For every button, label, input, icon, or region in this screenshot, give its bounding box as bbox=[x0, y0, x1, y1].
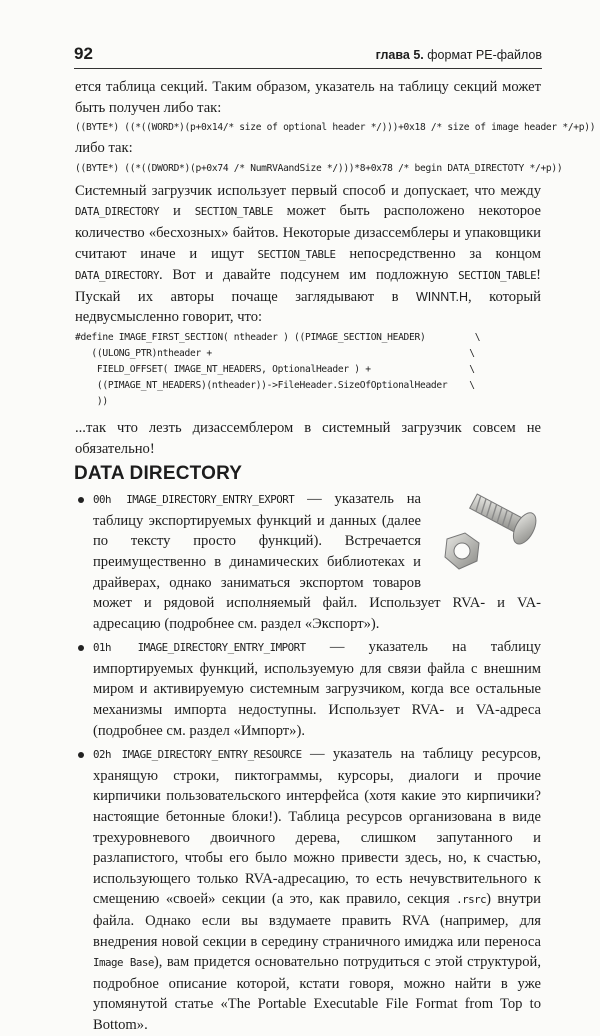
code-block: #define IMAGE_FIRST_SECTION( ntheader ) ((PIMAGE_SECTION_HEADER) \ ((ULONG_PTR)ntheader + \ FIELD_OFFSET( IMAGE_NT_HEADERS, OptionalHeader ) + \ ((PIMAGE_NT_HEADERS)(ntheader))->FileHeader.SizeOfOptionalHeader \ )) bbox=[75, 331, 481, 407]
screw-and-nut-illustration bbox=[427, 489, 545, 575]
page-number: 92 bbox=[74, 44, 93, 63]
list-item: 02h IMAGE_DIRECTORY_ENTRY_RESOURCE — указатель на таблицу ресурсов, хранящую строки, пиктограммы, курсоры, диалоги и прочие кирпичики пользовательского интерфейса (хотя какие это кирпичики? настоящие бетонные блоки!). Таблица ресурсов организована в виде трехуровневого двоичного дерева, слишком запутанного и разлапистого, чтобы его было можно привести здесь, но, к счастью, использующего только RVA-адресацию, то есть нечувствительного к смещению «своей» секции (а это, как правило, секция .rsrc) внутри файла. Однако если вы вздумаете править RVA (например, для внедрения новой секции в середину страничного имиджа или переноса Image Base), вам придется основательно потрудиться с этой структурой, подробное описание которой, кстати говоря, можно найти в уже упомянутой статье «The Portable Executable File Format from Top to Bottom». bbox=[75, 744, 541, 1035]
paragraph: Системный загрузчик использует первый способ и допускает, что между DATA_DIRECTORY и SECTION_TABLE может быть расположено некоторое количество «бесхозных» байтов. Некоторые дизассемблеры и упаковщики считают иначе и ищут SECTION_TABLE непосредственно за концом DATA_DIRECTORY. Вот и давайте подсунем им подложную SECTION_TABLE! Пускай их авторы почаще заглядывают в WINNT.H, который недвусмысленно говорит, что: bbox=[75, 182, 542, 326]
paragraph: ется таблица секций. Таким образом, указатель на таблицу секций может быть получен либо так: bbox=[75, 79, 541, 116]
list-item: 01h IMAGE_DIRECTORY_ENTRY_IMPORT — указатель на таблицу импортируемых функций, используемую для связи файла с внешним миром и активируемую системным загрузчиком, когда все остальные механизмы импорта недоступны. Использует RVA- и VA-адреса (подробнее см. раздел «Импорт»). bbox=[75, 637, 541, 741]
directory-list bbox=[75, 489, 541, 1035]
list-item: 00h IMAGE_DIRECTORY_ENTRY_EXPORT — указатель на таблицу экспортируемых функций и данных (далее по тексту просто функций). Встречается преимущественно в динамических библиотеках и драйверах, однако заниматься экспортом товаров может и рядовой исполняемый файл. Использует RVA- и VA-адресацию (подробнее см. раздел «Экспорт»). bbox=[75, 489, 541, 634]
paragraph: ...так что лезть дизассемблером в системный загрузчик совсем не обязательно! bbox=[75, 419, 541, 457]
chapter-title: глава 5. формат PE-файлов bbox=[375, 48, 542, 62]
section-heading: DATA DIRECTORY bbox=[74, 463, 243, 485]
running-header bbox=[74, 44, 542, 69]
paragraph: либо так: bbox=[75, 140, 133, 157]
code-snippet: ((BYTE*) ((*((WORD*)(p+0x14/* size of optional header */)))+0x18 /* size of image header */+p)) bbox=[75, 122, 596, 134]
page-body bbox=[74, 77, 596, 1036]
code-snippet: ((BYTE*) ((*((DWORD*)(p+0x74 /* NumRVAandSize */)))*8+0x78 /* begin DATA_DIRECTOTY */+p)) bbox=[75, 162, 563, 174]
